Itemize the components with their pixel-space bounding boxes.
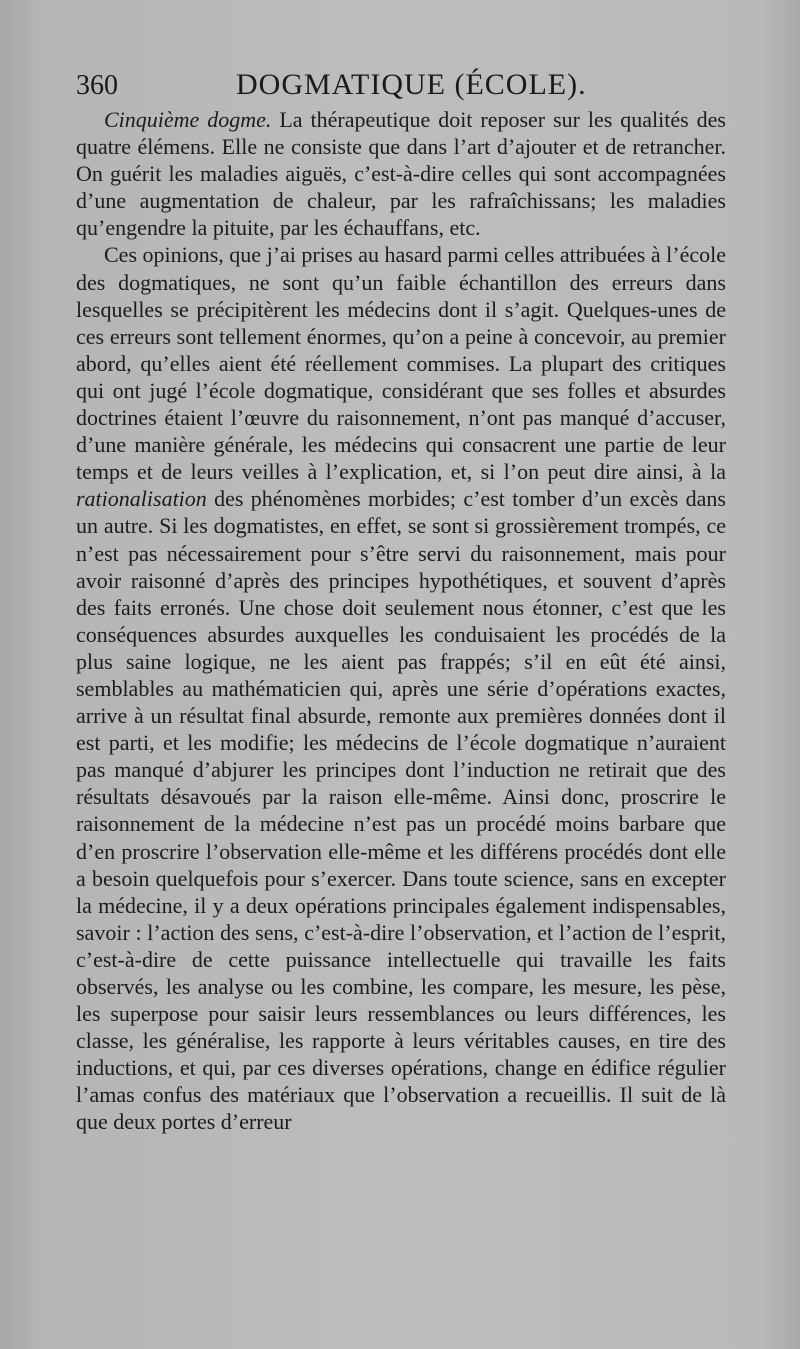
page-number: 360 bbox=[76, 70, 118, 101]
page-header bbox=[76, 64, 726, 104]
paragraph-commentary bbox=[76, 241, 726, 1135]
italic-lead: Cinquième dogme. bbox=[104, 107, 272, 132]
body-text bbox=[76, 106, 726, 1136]
paragraph-text: La thérapeutique doit reposer sur les qualités des quatre élémens. Elle ne consiste que dans l’art d’ajouter et de retrancher. On guérit les maladies aiguës, c’est-à-dire celles qui sont accompagnées d’une augmentation de chaleur, par les rafraîchissans; les maladies qu’engendre la pituite, par les échauffans, etc. bbox=[76, 107, 726, 241]
paragraph-fifth-dogma bbox=[76, 106, 726, 241]
running-title: DOGMATIQUE (ÉCOLE). bbox=[236, 68, 587, 101]
paragraph-text-part-2: des phénomènes morbides; c’est tomber d’un excès dans un autre. Si les dogmatistes, en effet, se sont si grossièrement trompés, ce n’est pas nécessairement pour s’être servi du raisonnement, mais pour avoir raisonné d’après des principes hypothétiques, et souvent d’après des faits erronés. Une chose doit seulement nous étonner, c’est que les conséquences absurdes auxquelles les conduisaient les procédés de la plus saine logique, ne les aient pas frappés; s’il en eût été ainsi, semblables au mathématicien qui, après une série d’opérations exactes, arrive à un résultat final absurde, remonte aux premières données dont il est parti, et les modifie; les médecins de l’école dogmatique n’auraient pas manqué d’abjurer les principes dont l’induction ne retirait que des résultats désavoués par la raison elle-même. Ainsi donc, proscrire le raisonnement de la médecine n’est pas un procédé moins barbare que d’en proscrire l’observation elle-même et les différens procédés dont elle a besoin quelquefois pour s’exercer. Dans toute science, sans en excepter la médecine, il y a deux opérations principales également indispensables, savoir : l’action des sens, c’est-à-dire l’observation, et l’action de l’esprit, c’est-à-dire de cette puissance intellectuelle qui travaille les faits observés, les analyse ou les combine, les compare, les mesure, les pèse, les superpose pour saisir leurs ressemblances ou leurs différences, les classe, les généralise, les rapporte à leurs véritables causes, en tire des inductions, et qui, par ces diverses opérations, change en édifice régulier l’amas confus des matériaux que l’observation a recueillis. Il suit de là que deux portes d’erreur bbox=[76, 486, 726, 1135]
paragraph-text-part-1: Ces opinions, que j’ai prises au hasard parmi celles attribuées à l’école des dogmatiques, ne sont qu’un faible échantillon des erreurs dans lesquelles se précipitèrent les médecins dont il s’agit. Quelques-unes de ces erreurs sont tellement énormes, qu’on a peine à concevoir, au premier abord, qu’elles aient été réellement commises. La plupart des critiques qui ont jugé l’école dogmatique, considérant que ses folles et absurdes doctrines étaient l’œuvre du raisonnement, n’ont pas manqué d’accuser, d’une manière générale, les médecins qui consacrent une partie de leur temps et de leurs veilles à l’explication, et, si l’on peut dire ainsi, à la bbox=[76, 242, 726, 485]
italic-term: rationalisation bbox=[76, 486, 207, 512]
